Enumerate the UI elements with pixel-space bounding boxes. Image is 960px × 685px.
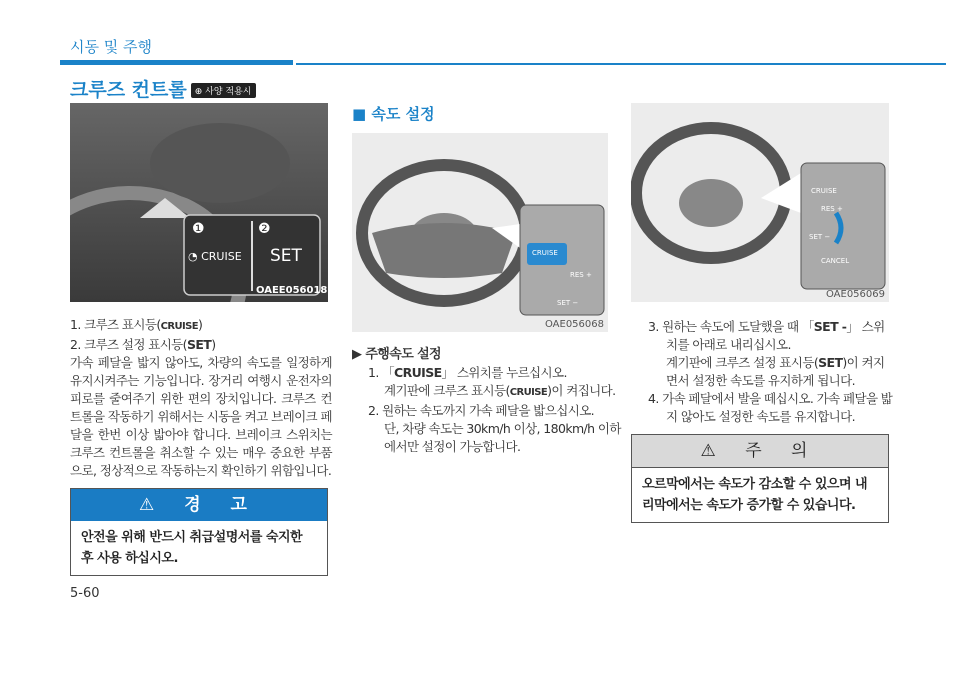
warning-box [70, 488, 328, 576]
steering-wheel-figure [352, 133, 608, 332]
right-column [631, 318, 893, 523]
title-row [70, 75, 256, 102]
section-title: 시동 및 주행 [70, 38, 152, 56]
fig-res-label: RES + [821, 205, 843, 213]
fig-cruise-label: CRUISE [811, 187, 837, 195]
procedure-heading: ▶ 주행속도 설정 [352, 347, 441, 362]
fig-set-label: SET − [557, 299, 579, 307]
caution-body: 오르막에서는 속도가 감소할 수 있으며 내리막에서는 속도가 증가할 수 있습니다. [642, 477, 868, 513]
page-number: 5-60 [70, 586, 100, 601]
mid-text [352, 346, 624, 456]
figure-code: OAE056068 [544, 319, 604, 330]
fig-cruise-label: CRUISE [532, 249, 558, 257]
left-column [70, 316, 332, 601]
step-1-detail: 계기판에 크루즈 표시등(CRUISE)이 켜집니다. [384, 383, 616, 398]
dashboard-illustration [70, 103, 328, 302]
step-3-detail: 계기판에 크루즈 설정 표시등(SET)이 켜지면서 설정한 속도를 유지하게 됩니다. [666, 355, 885, 388]
dashboard-photo [70, 103, 328, 302]
fig-cancel-label: CANCEL [821, 257, 850, 265]
warning-triangle-icon: ⚠ [139, 495, 167, 515]
warning-body: 안전을 위해 반드시 취급설명서를 숙지한 후 사용 하십시오. [81, 530, 303, 566]
header-rule-thin [296, 63, 946, 65]
callout-2: ❷ [258, 221, 271, 237]
step-3: 3. 원하는 속도에 도달했을 때 「SET -」 스위치를 아래로 내리십시오. [648, 319, 885, 352]
warning-header: ⚠ 경 고 [71, 489, 327, 521]
header-rule-thick [60, 60, 293, 65]
page-title: 크루즈 컨트롤 [70, 79, 187, 101]
fig-res-label: RES + [570, 271, 592, 279]
step-1: 1. 「CRUISE」 스위치를 누르십시오. [368, 365, 567, 380]
figure-code: OAE056069 [825, 289, 885, 300]
cruise-indicator: ◔ CRUISE [188, 250, 242, 263]
figure-code: OAEE056018 [256, 285, 328, 296]
step-4: 4. 가속 페달에서 발을 떼십시오. 가속 페달을 밟지 않아도 설정한 속도를 유지합니다. [648, 391, 893, 424]
subsection-title: ■ 속도 설정 [352, 105, 435, 123]
step-2-detail: 단, 차량 속도는 30km/h 이상, 180km/h 이하에서만 설정이 가능합니다. [384, 421, 621, 454]
option-badge-label: 사양 적용시 [205, 87, 252, 97]
set-indicator: SET [270, 246, 302, 266]
caution-box [631, 434, 889, 523]
steering-wheel-set-figure [631, 103, 889, 302]
right-text [631, 318, 893, 426]
cruise-gauge-icon: ◔ [188, 250, 198, 263]
step-2: 2. 원하는 속도까지 가속 페달을 밟으십시오. [368, 403, 595, 418]
list-item-2: 2. 크루즈 설정 표시등(SET) [70, 337, 216, 352]
callout-1: ❶ [192, 221, 205, 237]
caution-triangle-icon: ⚠ [700, 441, 728, 461]
caution-header: ⚠ 주 의 [632, 435, 888, 468]
list-item-1: 1. 크루즈 표시등(CRUISE) [70, 317, 203, 332]
fig-set-label: SET − [809, 233, 831, 241]
option-badge: ⊕ 사양 적용시 [191, 83, 256, 98]
left-text [70, 316, 332, 480]
steering-wheel-illustration [631, 103, 889, 302]
description-paragraph: 가속 페달을 밟지 않아도, 차량의 속도를 일정하게 유지시켜주는 기능입니다. 장거리 여행시 운전자의 피로를 줄여주기 위한 편의 장치입니다. 크루즈 컨트롤을 작동하기 위해서는 시동을 켜고 브레이크 페달을 한번 이상 밟아야 합니다. 브레이크 스위치는 크루즈 컨트롤을 취소할 수 있는 매우 중요한 부품으로, 정상적으로 작동하는지 확인하기 위함입니다. [70, 355, 332, 478]
